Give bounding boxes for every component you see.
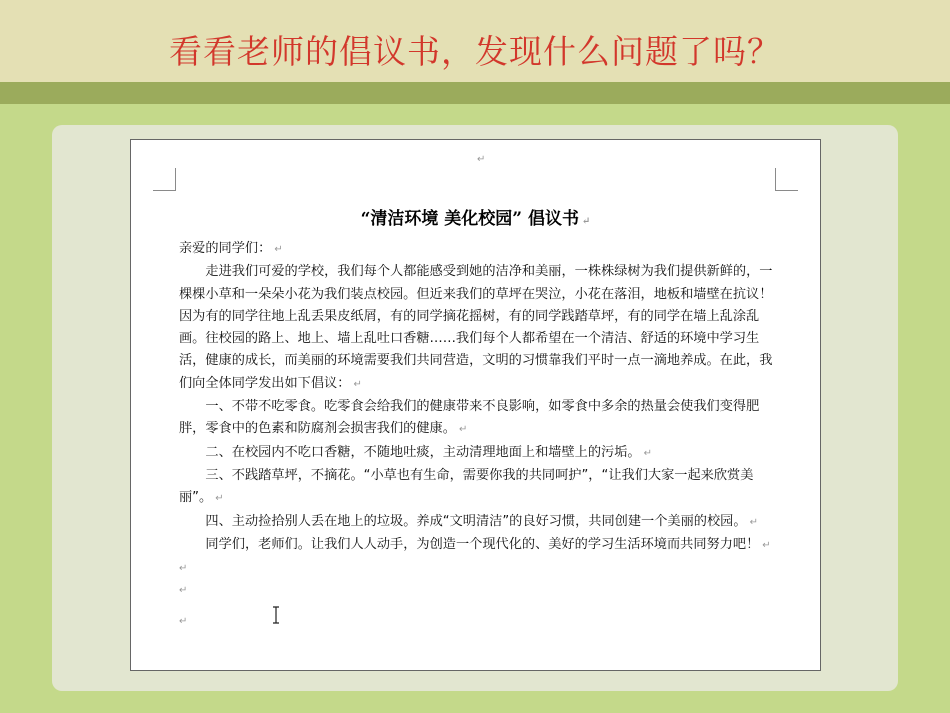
paragraph-mark: ↵ bbox=[643, 447, 652, 459]
document-page[interactable] bbox=[130, 139, 821, 671]
paragraph-mark: ↵ bbox=[353, 378, 362, 390]
paragraph-mark: ↵ bbox=[458, 424, 468, 436]
paragraph-mark: ↵ bbox=[179, 615, 188, 627]
document-body[interactable] bbox=[179, 238, 773, 632]
proposal-item-2: 二、在校园内不吃口香糖，不随地吐痰，主动清理地面上和墙壁上的污垢。 ↵ bbox=[205, 444, 652, 460]
empty-paragraph bbox=[179, 557, 773, 579]
margin-corner-top-right bbox=[775, 168, 798, 191]
intro-paragraph: 走进我们可爱的学校，我们每个人都能感受到她的洁净和美丽，一株株绿树为我们提供新鲜的，一棵棵小草和一朵朵小花为我们装点校园。但近来我们的草坪在哭泣，小花在落泪，地板和墙壁在抗议！因为有的同学往地上乱丢果皮纸屑，有的同学摘花摇树，有的同学践踏草坪，有的同学在墙上乱涂乱画。往校园的路上、地上、墙上乱吐口香糖……我们每个人都希望在一个清洁、舒适的环境中学习生活，健康的成长，而美丽的环境需要我们共同营造，文明的习惯靠我们平时一点一滴地养成。在此，我们向全体同学发出如下倡议： ↵ bbox=[179, 264, 773, 391]
paragraph-mark: ↵ bbox=[179, 563, 188, 575]
proposal-item-1: 一、不带不吃零食。吃零食会给我们的健康带来不良影响，如零食中多余的热量会使我们变得肥胖，零食中的色素和防腐剂会损害我们的健康。 ↵ bbox=[179, 399, 760, 437]
empty-paragraph bbox=[179, 579, 773, 601]
proposal-item-4: 四、主动捡拾别人丢在地上的垃圾。养成“文明清洁”的良好习惯，共同创建一个美丽的校园。 ↵ bbox=[205, 513, 758, 529]
slide-title: 看看老师的倡议书，发现什么问题了吗？ bbox=[169, 32, 781, 71]
paragraph-mark: ↵ bbox=[274, 244, 283, 255]
paragraph-mark: ↵ bbox=[749, 516, 758, 528]
paragraph-mark: ↵ bbox=[477, 154, 486, 165]
margin-corner-top-left bbox=[153, 168, 176, 191]
greeting-paragraph: 亲爱的同学们： ↵ bbox=[179, 241, 283, 256]
empty-paragraph bbox=[179, 610, 773, 632]
paragraph-mark: ↵ bbox=[179, 585, 188, 597]
paragraph-mark: ↵ bbox=[215, 493, 224, 505]
accent-band bbox=[0, 82, 950, 104]
closing-paragraph: 同学们，老师们。让我们人人动手，为创造一个现代化的、美好的学习生活环境而共同努力吧！ ↵ bbox=[205, 536, 771, 552]
paragraph-mark: ↵ bbox=[762, 539, 771, 551]
proposal-item-3: 三、不践踏草坪，不摘花。“小草也有生命，需要你我的共同呵护”，“让我们大家一起来欣赏美丽”。 ↵ bbox=[179, 467, 754, 506]
document-title[interactable]: “清洁环境 美化校园” 倡议书 ↵ bbox=[360, 209, 591, 229]
paragraph-mark: ↵ bbox=[582, 216, 591, 227]
text-cursor-icon bbox=[272, 606, 280, 624]
